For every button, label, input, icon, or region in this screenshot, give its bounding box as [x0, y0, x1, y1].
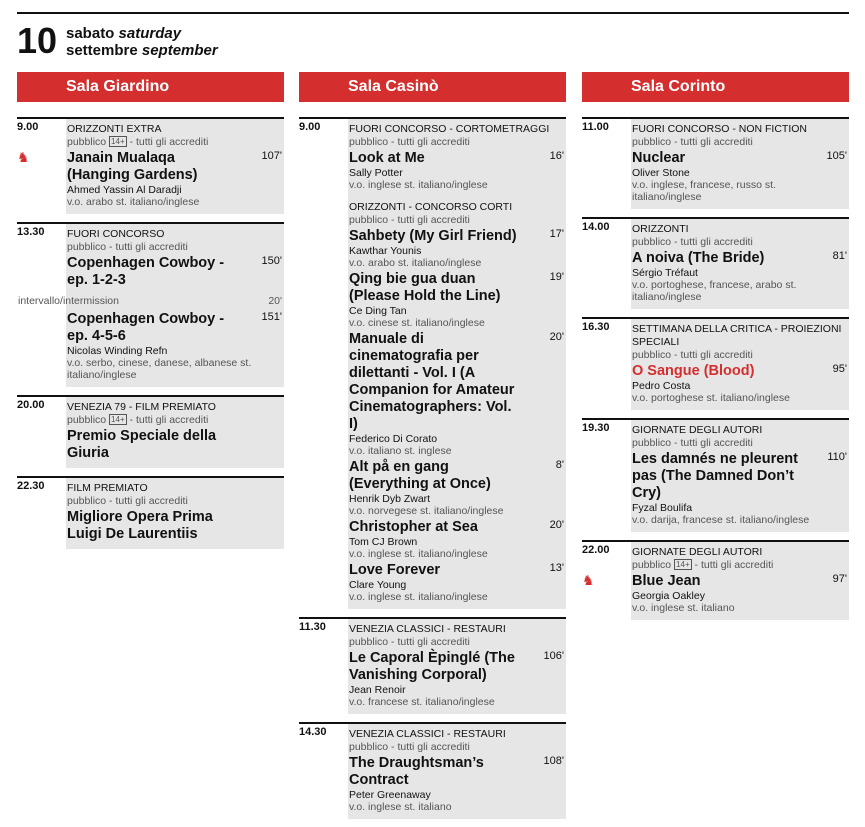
- section-name: FUORI CONCORSO: [67, 228, 165, 240]
- film-duration: 150': [261, 255, 282, 267]
- day-label: [66, 25, 218, 59]
- section-name: GIORNATE DEGLI AUTORI: [632, 424, 763, 436]
- intermission-duration: 20': [268, 295, 282, 307]
- winged-lion-icon: ♞: [582, 572, 595, 588]
- audience-line: pubblico - tutti gli accrediti: [67, 241, 188, 253]
- slot-rule: [582, 418, 849, 420]
- film-director: Ce Ding Tan: [349, 305, 407, 317]
- film-entry: [632, 573, 847, 614]
- film-director: Pedro Costa: [632, 380, 691, 392]
- film-language: v.o. arabo st. italiano/inglese: [349, 257, 482, 269]
- film-entry: [632, 451, 847, 526]
- intermission-label: intervallo/intermission: [18, 295, 119, 307]
- film-duration: 16': [549, 150, 564, 162]
- film-language: v.o. cinese st. italiano/inglese: [349, 317, 485, 329]
- screening-box: [631, 117, 849, 209]
- screening-box: [631, 540, 849, 620]
- slot-rule: [299, 722, 566, 724]
- film-duration: 107': [261, 150, 282, 162]
- film-title: Manuale di cinematografia per dilettanti - Vol. I (A Companion for Amateur Cinematographers: Vol. I): [349, 331, 515, 432]
- screening-time: 9.00: [299, 121, 321, 133]
- film-director: Ahmed Yassin Al Daradji: [67, 184, 182, 196]
- film-duration: 95': [832, 363, 847, 375]
- screening-time: 16.30: [582, 321, 610, 333]
- film-title: Janain Mualaqa (Hanging Gardens): [67, 150, 198, 183]
- film-entry: [632, 150, 847, 203]
- film-title: O Sangue (Blood): [632, 363, 755, 379]
- film-title: Christopher at Sea: [349, 519, 478, 535]
- film-entry: [67, 311, 282, 381]
- film-duration: 108': [543, 755, 564, 767]
- film-language: v.o. italiano st. inglese: [349, 445, 452, 457]
- film-duration: 81': [832, 250, 847, 262]
- screening-time: 22.00: [582, 544, 610, 556]
- section-name: VENEZIA CLASSICI - RESTAURI: [349, 623, 506, 635]
- film-entry: [67, 150, 282, 208]
- screening-slot: [17, 222, 284, 387]
- film-director: Kawthar Younis: [349, 245, 422, 257]
- screening-slot: [17, 117, 284, 214]
- schedule-column-casino: [299, 117, 566, 827]
- age-rating-badge: 14+: [676, 560, 690, 569]
- film-entry: [349, 228, 564, 269]
- film-duration: 8': [555, 459, 564, 471]
- screening-time: 13.30: [17, 226, 45, 238]
- slot-rule: [299, 117, 566, 119]
- audience-line: pubblico 14+ - tutti gli accrediti: [632, 559, 774, 571]
- film-entry: [67, 509, 282, 543]
- film-title: Nuclear: [632, 150, 686, 166]
- winged-lion-icon: ♞: [17, 149, 30, 165]
- film-entry: [349, 331, 564, 457]
- film-duration: 20': [549, 331, 564, 343]
- screening-time: 19.30: [582, 422, 610, 434]
- film-title: Look at Me: [349, 150, 425, 166]
- screening-box: [348, 617, 566, 714]
- film-entry: [632, 363, 847, 404]
- section-name: ORIZZONTI: [632, 223, 689, 235]
- film-title: The Draughtsman’s Contract: [349, 755, 484, 788]
- film-entry: [349, 150, 564, 191]
- header-rule: [17, 12, 849, 14]
- screening-slot: [17, 476, 284, 549]
- film-language: v.o. portoghese st. italiano/inglese: [632, 392, 790, 404]
- screening-time: 11.00: [582, 121, 609, 133]
- screening-time: 14.00: [582, 221, 610, 233]
- film-director: Fyzal Boulifa: [632, 502, 693, 514]
- section-name: SETTIMANA DELLA CRITICA - PROIEZIONI SPECIALI: [632, 323, 842, 348]
- screening-time: 9.00: [17, 121, 39, 133]
- film-entry: [349, 519, 564, 560]
- screening-slot: [582, 117, 849, 209]
- audience-line: pubblico - tutti gli accrediti: [349, 214, 470, 226]
- film-title: Les damnés ne pleurent pas (The Damned Don’t Cry): [632, 451, 798, 501]
- film-title: Alt på en gang (Everything at Once): [349, 459, 491, 492]
- schedule-column-corinto: [582, 117, 849, 628]
- screening-time: 22.30: [17, 480, 45, 492]
- film-language: v.o. darija, francese st. italiano/inglese: [632, 514, 810, 526]
- screening-box: [631, 317, 849, 410]
- film-language: v.o. inglese st. italiano/inglese: [349, 179, 488, 191]
- film-title: Migliore Opera Prima Luigi De Laurentiis: [67, 509, 213, 542]
- film-duration: 13': [549, 562, 564, 574]
- section-name: FUORI CONCORSO - NON FICTION: [632, 123, 807, 135]
- hall-header-giardino: Sala Giardino: [17, 72, 284, 102]
- audience-line: pubblico 14+ - tutti gli accrediti: [67, 414, 209, 426]
- film-entry: [349, 271, 564, 329]
- audience-line: pubblico - tutti gli accrediti: [632, 349, 753, 361]
- slot-rule: [582, 117, 849, 119]
- section-name: FUORI CONCORSO - CORTOMETRAGGI: [349, 123, 550, 135]
- film-language: v.o. inglese st. italiano: [349, 801, 452, 813]
- film-entry: [67, 428, 282, 462]
- film-director: Georgia Oakley: [632, 590, 705, 602]
- film-duration: 110': [827, 451, 847, 463]
- film-title: A noiva (The Bride): [632, 250, 765, 266]
- slot-rule: [17, 222, 284, 224]
- slot-rule: [582, 540, 849, 542]
- screening-slot: [582, 418, 849, 532]
- film-entry: [67, 255, 282, 289]
- audience-line: pubblico - tutti gli accrediti: [632, 136, 753, 148]
- slot-rule: [582, 217, 849, 219]
- section-name: VENEZIA CLASSICI - RESTAURI: [349, 728, 506, 740]
- film-duration: 105': [826, 150, 847, 162]
- section-name: VENEZIA 79 - FILM PREMIATO: [67, 401, 216, 413]
- audience-line: pubblico - tutti gli accrediti: [632, 236, 753, 248]
- screening-box: [66, 476, 284, 549]
- film-director: Clare Young: [349, 579, 407, 591]
- audience-line: pubblico 14+ - tutti gli accrediti: [67, 136, 209, 148]
- section-name: FILM PREMIATO: [67, 482, 148, 494]
- film-director: Sally Potter: [349, 167, 403, 179]
- audience-line: pubblico - tutti gli accrediti: [349, 741, 470, 753]
- month-it: settembre: [66, 42, 138, 59]
- film-title: Copenhagen Cowboy - ep. 4-5-6: [67, 311, 225, 344]
- slot-rule: [582, 317, 849, 319]
- screening-slot: [582, 540, 849, 620]
- age-rating-badge: 14+: [111, 415, 125, 424]
- film-language: v.o. portoghese, francese, arabo st. italiano/inglese: [632, 279, 797, 303]
- film-entry: [349, 755, 564, 813]
- screening-box: [348, 117, 566, 609]
- audience-line: pubblico - tutti gli accrediti: [349, 636, 470, 648]
- day-it: sabato: [66, 25, 115, 42]
- screening-slot: [299, 117, 566, 609]
- film-director: Federico Di Corato: [349, 433, 438, 445]
- film-title: Sahbety (My Girl Friend): [349, 228, 517, 244]
- screening-slot: [582, 317, 849, 410]
- film-language: v.o. arabo st. italiano/inglese: [67, 196, 200, 208]
- screening-slot: [17, 395, 284, 468]
- schedule-column-giardino: [17, 117, 284, 557]
- film-duration: 97': [832, 573, 847, 585]
- film-title: Qing bie gua duan (Please Hold the Line): [349, 271, 501, 304]
- film-director: Jean Renoir: [349, 684, 406, 696]
- screening-slot: [582, 217, 849, 309]
- film-language: v.o. norvegese st. italiano/inglese: [349, 505, 504, 517]
- screening-time: 11.30: [299, 621, 326, 633]
- film-title: Le Caporal Èpinglé (The Vanishing Corporal): [349, 650, 515, 683]
- film-director: Peter Greenaway: [349, 789, 431, 801]
- film-language: v.o. inglese st. italiano/inglese: [349, 591, 488, 603]
- screening-slot: [299, 617, 566, 714]
- hall-header-corinto: Sala Corinto: [582, 72, 849, 102]
- slot-rule: [17, 117, 284, 119]
- film-duration: 19': [549, 271, 564, 283]
- section-name: ORIZZONTI - CONCORSO CORTI: [349, 201, 513, 213]
- slot-rule: [299, 617, 566, 619]
- hall-header-casino: Sala Casinò: [299, 72, 566, 102]
- film-title: Blue Jean: [632, 573, 701, 589]
- film-language: v.o. inglese st. italiano: [632, 602, 735, 614]
- film-language: v.o. francese st. italiano/inglese: [349, 696, 495, 708]
- film-director: Nicolas Winding Refn: [67, 345, 168, 357]
- month-en: september: [141, 42, 218, 59]
- film-entry: [349, 650, 564, 708]
- intermission: [18, 295, 282, 309]
- screening-box: [348, 722, 566, 819]
- film-title: Premio Speciale della Giuria: [67, 428, 217, 461]
- screening-slot: [299, 722, 566, 819]
- day-en: saturday: [118, 25, 182, 42]
- film-duration: 20': [549, 519, 564, 531]
- film-director: Oliver Stone: [632, 167, 690, 179]
- screening-box: [631, 217, 849, 309]
- screening-time: 14.30: [299, 726, 327, 738]
- film-entry: [632, 250, 847, 303]
- screening-box: [66, 395, 284, 468]
- film-title: Love Forever: [349, 562, 441, 578]
- age-rating-badge: 14+: [111, 137, 125, 146]
- film-language: v.o. serbo, cinese, danese, albanese st. italiano/inglese: [67, 357, 252, 381]
- screening-box: [631, 418, 849, 532]
- slot-rule: [17, 476, 284, 478]
- audience-line: pubblico - tutti gli accrediti: [632, 437, 753, 449]
- film-language: v.o. inglese, francese, russo st. italiano/inglese: [632, 179, 776, 203]
- film-director: Sérgio Tréfaut: [632, 267, 698, 279]
- audience-line: pubblico - tutti gli accrediti: [349, 136, 470, 148]
- film-title: Copenhagen Cowboy - ep. 1-2-3: [67, 255, 225, 288]
- film-director: Henrik Dyb Zwart: [349, 493, 431, 505]
- slot-rule: [17, 395, 284, 397]
- screening-time: 20.00: [17, 399, 45, 411]
- film-duration: 106': [543, 650, 564, 662]
- audience-line: pubblico - tutti gli accrediti: [67, 495, 188, 507]
- day-number: 10: [17, 20, 58, 61]
- film-duration: 17': [549, 228, 564, 240]
- film-language: v.o. inglese st. italiano/inglese: [349, 548, 488, 560]
- film-entry: [349, 562, 564, 603]
- section-name: ORIZZONTI EXTRA: [67, 123, 162, 135]
- section-name: GIORNATE DEGLI AUTORI: [632, 546, 763, 558]
- film-entry: [349, 459, 564, 517]
- screening-box: [66, 117, 284, 214]
- film-director: Tom CJ Brown: [349, 536, 418, 548]
- film-duration: 151': [261, 311, 282, 323]
